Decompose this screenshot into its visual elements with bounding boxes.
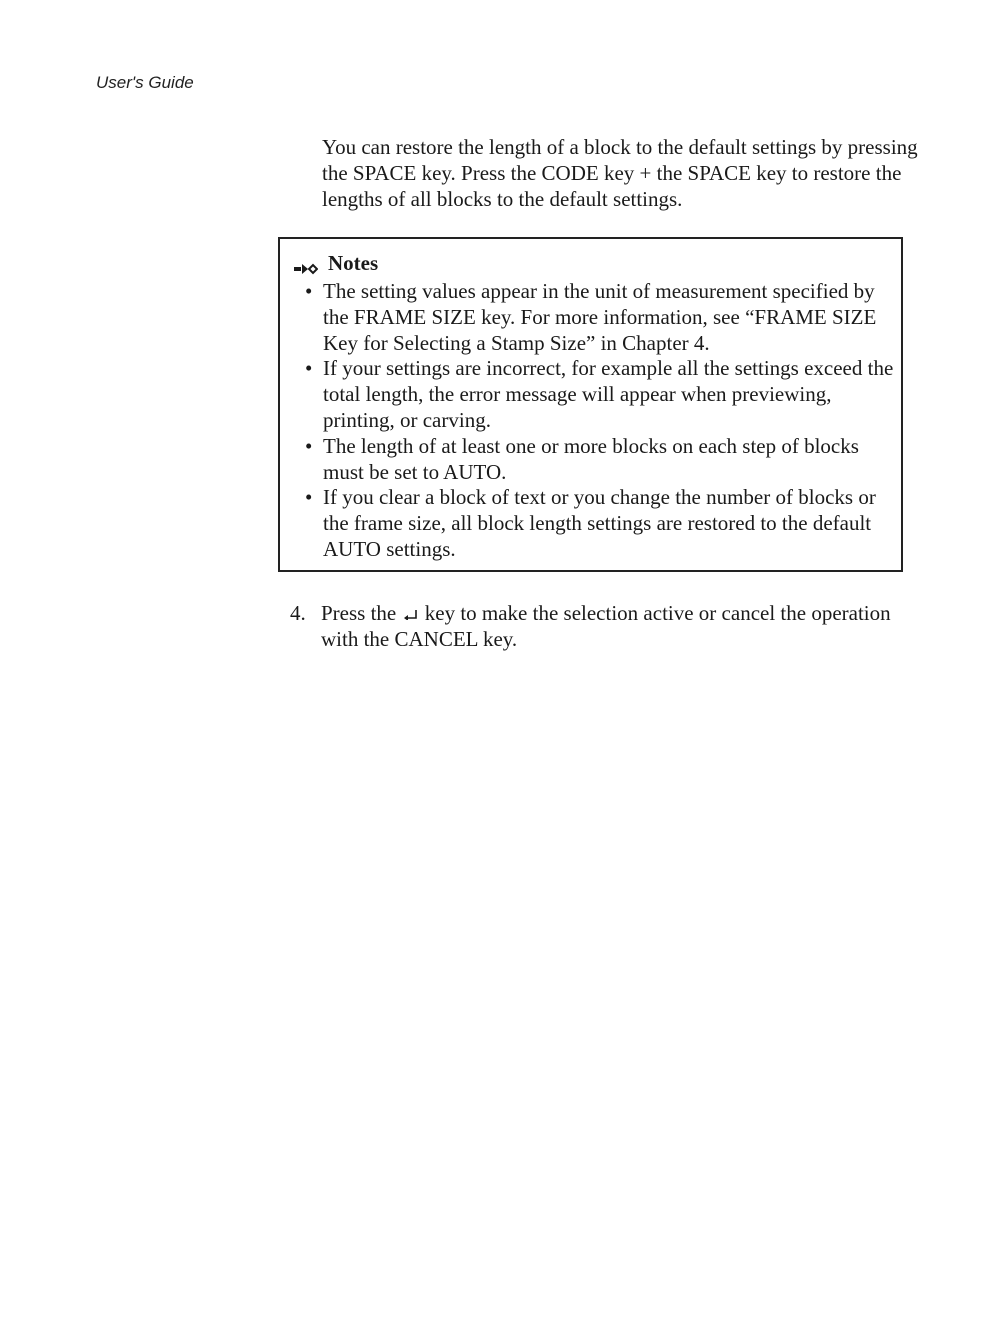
bullet-icon: •: [305, 279, 313, 303]
note-text: If your settings are incorrect, for example all the settings exceed the total length, the error message will appear when previewing, printing, or carving.: [323, 356, 894, 432]
running-header: User's Guide: [96, 73, 194, 92]
note-item: [280, 356, 905, 433]
bullet-icon: •: [305, 356, 313, 381]
enter-key-icon: [404, 600, 418, 610]
notes-heading-label: Notes: [328, 251, 379, 275]
note-text: The length of at least one or more blocks on each step of blocks must be set to AUTO.: [323, 433, 859, 484]
bullet-icon: •: [305, 485, 313, 510]
notes-arrow-icon: [294, 257, 318, 271]
notes-heading: [294, 251, 378, 276]
note-text: If you clear a block of text or you change the number of blocks or the frame size, all block length settings are restored to the default AUTO settings.: [323, 485, 876, 561]
note-text: The setting values appear in the unit of measurement specified by the FRAME SIZE key. For more information, see “FRAME SIZE Key for Selecting a Stamp Size” in Chapter 4.: [323, 279, 877, 355]
notes-box: [278, 237, 903, 572]
note-item: [280, 485, 905, 562]
step-text-after: key to make the selection active or cancel the operation with the CANCEL key.: [321, 601, 891, 651]
step-number: 4.: [290, 601, 306, 625]
step-text: [321, 600, 910, 652]
bullet-icon: •: [305, 433, 313, 458]
note-item: [280, 434, 905, 486]
intro-paragraph: You can restore the length of a block to the default settings by pressing the SPACE key. Press the CODE key + the SPACE key to restore the lengths of all blocks to the default settings.: [322, 135, 918, 211]
intro-paragraph-block: [322, 134, 922, 212]
notes-list: [280, 279, 905, 563]
note-item: [280, 279, 905, 356]
step-text-before: Press the: [321, 601, 397, 625]
step-4: [290, 600, 910, 652]
